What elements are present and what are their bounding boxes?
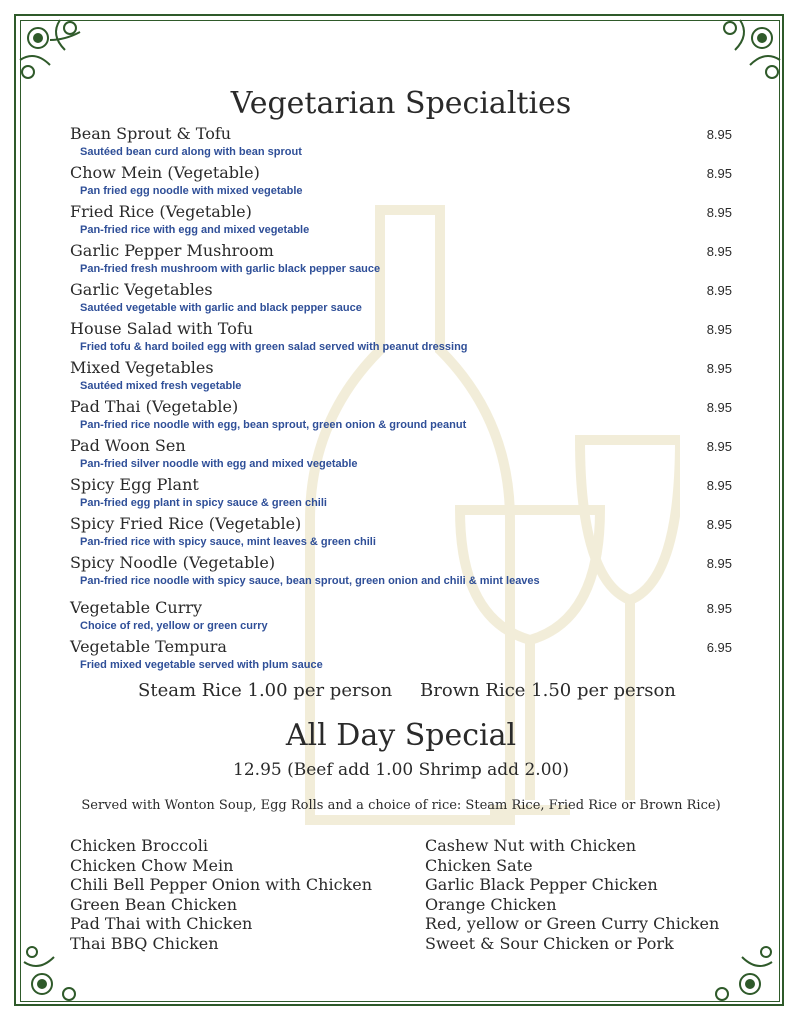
menu-item — [70, 241, 732, 280]
menu-item-description: Pan-fried rice noodle with spicy sauce, bean sprout, green onion and chili & mint leaves — [80, 575, 540, 587]
menu-item-name: Garlic Pepper Mushroom — [70, 241, 274, 260]
menu-item-price: 8.95 — [706, 166, 732, 181]
menu-item-name: Mixed Vegetables — [70, 358, 214, 377]
menu-item-description: Sautéed mixed fresh vegetable — [80, 380, 242, 392]
special-item: Orange Chicken — [425, 894, 557, 914]
menu-item — [70, 124, 732, 163]
all-day-special-title: All Day Special — [285, 718, 517, 753]
special-left-column — [70, 836, 372, 953]
menu-item-name: Spicy Egg Plant — [70, 475, 199, 494]
menu-item-description: Sautéed bean curd along with bean sprout — [80, 146, 302, 158]
special-item: Pad Thai with Chicken — [70, 914, 253, 933]
special-item: Chicken Chow Mein — [70, 855, 234, 875]
menu-item-name: House Salad with Tofu — [70, 319, 254, 338]
menu-item-price: 8.95 — [706, 601, 732, 616]
menu-item-name: Spicy Fried Rice (Vegetable) — [70, 514, 302, 533]
vegetarian-menu-list — [70, 124, 732, 676]
menu-item — [70, 358, 732, 397]
menu-item-description: Pan-fried rice noodle with egg, bean sprout, green onion & ground peanut — [80, 419, 467, 431]
menu-item-name: Pad Woon Sen — [70, 436, 186, 455]
special-price-line: 12.95 (Beef add 1.00 Shrimp add 2.00) — [233, 760, 569, 780]
menu-item-name: Pad Thai (Vegetable) — [70, 397, 239, 416]
special-item: Sweet & Sour Chicken or Pork — [425, 933, 674, 953]
menu-item-name: Vegetable Tempura — [70, 637, 227, 656]
special-served-line: Served with Wonton Soup, Egg Rolls and a choice of rice: Steam Rice, Fried Rice or Brown Rice) — [81, 798, 721, 813]
menu-item-description: Fried mixed vegetable served with plum sauce — [80, 659, 323, 671]
special-item: Chicken Sate — [425, 855, 533, 875]
special-item: Garlic Black Pepper Chicken — [425, 875, 658, 894]
menu-item-description: Pan-fried egg plant in spicy sauce & green chili — [80, 497, 327, 509]
special-item: Thai BBQ Chicken — [70, 933, 219, 953]
menu-item-price: 6.95 — [706, 640, 732, 655]
menu-item — [70, 163, 732, 202]
menu-item-description: Choice of red, yellow or green curry — [80, 620, 268, 632]
brown-rice-note: Brown Rice 1.50 per person — [420, 680, 676, 701]
menu-item-price: 8.95 — [706, 244, 732, 259]
menu-item-name: Fried Rice (Vegetable) — [70, 202, 252, 221]
menu-item-price: 8.95 — [706, 322, 732, 337]
menu-item-price: 8.95 — [706, 517, 732, 532]
menu-item-description: Pan fried egg noodle with mixed vegetable — [80, 185, 303, 197]
special-item: Green Bean Chicken — [70, 894, 238, 914]
menu-item — [70, 637, 732, 676]
menu-item-price: 8.95 — [706, 439, 732, 454]
special-item: Red, yellow or Green Curry Chicken — [425, 914, 720, 933]
menu-item-name: Garlic Vegetables — [70, 280, 213, 299]
menu-item-description: Pan-fried rice with egg and mixed vegetable — [80, 224, 310, 236]
menu-item — [70, 397, 732, 436]
menu-item-description: Pan-fried fresh mushroom with garlic black pepper sauce — [80, 263, 381, 275]
special-item: Chili Bell Pepper Onion with Chicken — [70, 875, 373, 894]
menu-item-price: 8.95 — [706, 400, 732, 415]
menu-item — [70, 475, 732, 514]
menu-item-name: Spicy Noodle (Vegetable) — [70, 553, 276, 572]
menu-item-description: Pan-fried silver noodle with egg and mixed vegetable — [80, 458, 358, 470]
menu-item-name: Chow Mein (Vegetable) — [70, 163, 260, 182]
menu-item — [70, 436, 732, 475]
menu-item — [70, 514, 732, 553]
menu-item-price: 8.95 — [706, 361, 732, 376]
vegetarian-title: Vegetarian Specialties — [230, 86, 572, 121]
menu-item — [70, 202, 732, 241]
steam-rice-note: Steam Rice 1.00 per person — [138, 680, 393, 701]
special-item: Chicken Broccoli — [70, 836, 209, 855]
menu-item-price: 8.95 — [706, 556, 732, 571]
menu-item — [70, 598, 732, 637]
menu-item-price: 8.95 — [706, 205, 732, 220]
menu-item-name: Vegetable Curry — [70, 598, 203, 617]
menu-item — [70, 280, 732, 319]
menu-item-description: Fried tofu & hard boiled egg with green salad served with peanut dressing — [80, 341, 468, 353]
special-item: Cashew Nut with Chicken — [425, 836, 637, 855]
menu-item-description: Pan-fried rice with spicy sauce, mint leaves & green chili — [80, 536, 376, 548]
menu-item — [70, 319, 732, 358]
menu-item-price: 8.95 — [706, 283, 732, 298]
menu-item-name: Bean Sprout & Tofu — [70, 124, 232, 143]
menu-item — [70, 553, 732, 592]
special-right-column — [425, 836, 719, 953]
menu-item-price: 8.95 — [706, 478, 732, 493]
menu-item-price: 8.95 — [706, 127, 732, 142]
menu-item-description: Sautéed vegetable with garlic and black pepper sauce — [80, 302, 362, 314]
